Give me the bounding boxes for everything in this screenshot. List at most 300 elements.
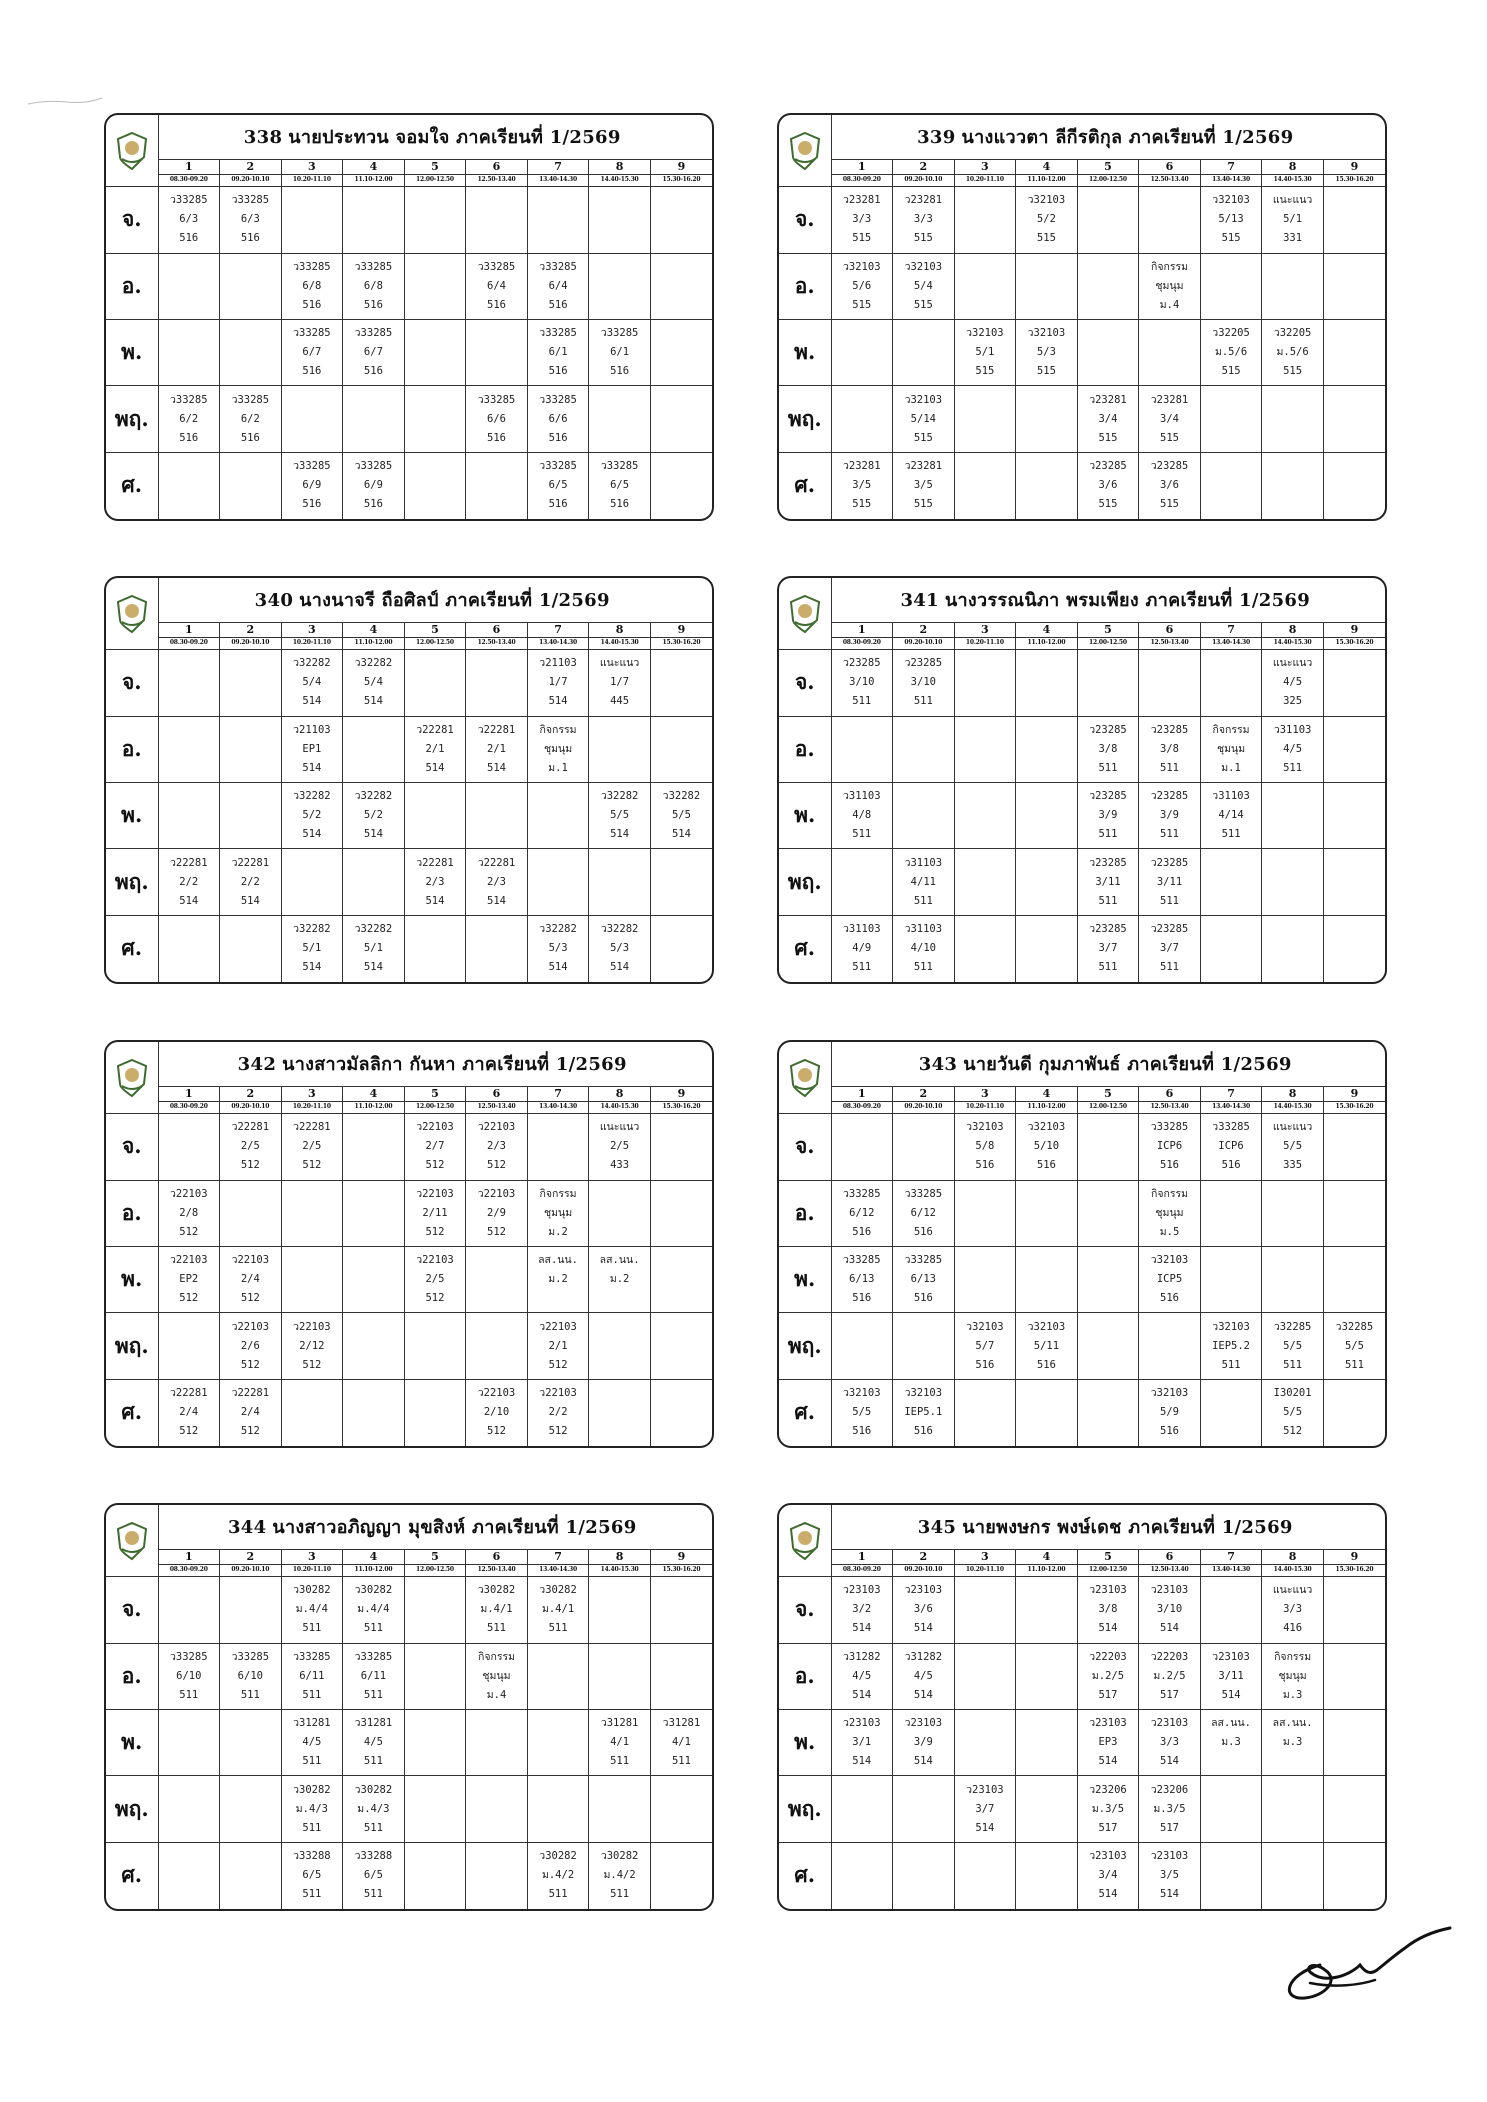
cell-line: 5/5 bbox=[1283, 1140, 1303, 1153]
timetable-cell bbox=[893, 452, 955, 519]
timetable-cell bbox=[1323, 1180, 1385, 1246]
cell-line: 2/5 bbox=[240, 1140, 260, 1153]
timetable-cell bbox=[589, 1577, 651, 1643]
cell-line: 6/11 bbox=[360, 1669, 387, 1682]
period-time: 13.40-14.30 bbox=[527, 1564, 589, 1576]
room-number: 339 bbox=[917, 127, 956, 149]
timetable-cell bbox=[220, 319, 282, 385]
cell-line: ว31103 bbox=[1212, 790, 1250, 803]
card-title bbox=[158, 578, 712, 622]
timetable-cell bbox=[404, 915, 466, 982]
cell-line: ชุมนุม bbox=[543, 1206, 573, 1219]
cell-line: ว30282 bbox=[354, 1783, 393, 1796]
cell-line: 511 bbox=[1344, 1358, 1364, 1371]
cell-line: 515 bbox=[913, 498, 933, 511]
cell-line: 6/12 bbox=[910, 1206, 936, 1219]
cell-line: 2/8 bbox=[179, 1206, 199, 1219]
cell-line: 516 bbox=[1160, 1159, 1179, 1172]
cell-line: ว23103 bbox=[843, 1717, 881, 1730]
cell-line: 515 bbox=[1036, 232, 1056, 245]
timetable-cell bbox=[158, 253, 220, 319]
cell-line: 515 bbox=[913, 298, 933, 311]
cell-line: 5/14 bbox=[910, 412, 936, 425]
cell-line: ว31282 bbox=[904, 1650, 943, 1663]
cell-line: ลส.นน. bbox=[538, 1254, 578, 1267]
timetable-cell bbox=[589, 1379, 651, 1446]
cell-line: 516 bbox=[852, 1425, 872, 1438]
timetable-cell bbox=[466, 1313, 528, 1379]
timetable-cell bbox=[404, 650, 466, 716]
timetable-cell bbox=[831, 1313, 893, 1379]
cell-line: ว22103 bbox=[477, 1187, 516, 1200]
cell-line: ว23285 bbox=[1089, 460, 1127, 473]
period-time: 13.40-14.30 bbox=[527, 637, 589, 649]
day-label: ศ. bbox=[106, 1379, 158, 1446]
timetable-cell bbox=[343, 849, 405, 915]
period-number: 2 bbox=[220, 1549, 282, 1564]
cell-line: 511 bbox=[363, 1888, 383, 1901]
scribble-mark bbox=[26, 92, 106, 112]
timetable-cell bbox=[650, 253, 712, 319]
cell-line: ว23281 bbox=[843, 460, 881, 473]
cell-line: 512 bbox=[548, 1425, 568, 1438]
timetable-cell bbox=[1262, 1709, 1324, 1775]
period-number: 3 bbox=[954, 159, 1016, 174]
card-title bbox=[158, 1505, 712, 1549]
cell-line: ม.2 bbox=[548, 1273, 568, 1286]
cell-line: ว22281 bbox=[231, 856, 270, 869]
timetable-cell bbox=[281, 1709, 343, 1775]
timetable-cell bbox=[1323, 452, 1385, 519]
period-number: 9 bbox=[650, 159, 712, 174]
cell-line: ว32282 bbox=[662, 790, 701, 803]
cell-line: 512 bbox=[425, 1225, 445, 1238]
cell-line: ว23103 bbox=[904, 1717, 943, 1730]
timetable-cell bbox=[893, 187, 955, 253]
timetable-cell bbox=[893, 650, 955, 716]
cell-line: ว32103 bbox=[904, 260, 943, 273]
cell-line: 514 bbox=[852, 1755, 872, 1768]
timetable-cell bbox=[281, 782, 343, 848]
cell-line: 2/11 bbox=[422, 1206, 448, 1219]
cell-line: ว33285 bbox=[539, 260, 577, 273]
timetable-cell bbox=[1323, 1114, 1385, 1180]
cell-line: 512 bbox=[425, 1159, 445, 1172]
timetable-cell bbox=[220, 1246, 282, 1312]
cell-line: 511 bbox=[852, 961, 872, 974]
timetable-cell bbox=[954, 1379, 1016, 1446]
cell-line: 3/11 bbox=[1095, 875, 1121, 888]
cell-line: 514 bbox=[240, 894, 260, 907]
timetable-cell bbox=[527, 716, 589, 782]
period-time: 08.30-09.20 bbox=[158, 1564, 220, 1576]
cell-line: ว33285 bbox=[539, 393, 577, 406]
cell-line: 512 bbox=[487, 1425, 506, 1438]
period-time: 15.30-16.20 bbox=[1323, 174, 1385, 186]
cell-line: 6/7 bbox=[363, 346, 383, 359]
teacher-title: นายพงษกร พงษ์เดช ภาคเรียนที่ 1/2569 bbox=[962, 1517, 1293, 1539]
cell-line: 6/11 bbox=[299, 1669, 325, 1682]
timetable-cell bbox=[893, 1114, 955, 1180]
timetable-cell bbox=[281, 1379, 343, 1446]
cell-line: 5/3 bbox=[610, 942, 630, 955]
room-number: 341 bbox=[900, 590, 939, 612]
timetable-cell bbox=[466, 1114, 528, 1180]
cell-line: 6/5 bbox=[610, 479, 630, 492]
timetable-cell bbox=[220, 716, 282, 782]
cell-line: ม.4/1 bbox=[541, 1603, 575, 1616]
cell-line: ชุมนุม bbox=[1155, 279, 1184, 292]
school-logo-icon bbox=[779, 1505, 831, 1577]
timetable-cell bbox=[1200, 187, 1262, 253]
cell-line: 511 bbox=[610, 1755, 630, 1768]
cell-line: 514 bbox=[302, 828, 322, 841]
cell-line: ว32205 bbox=[1273, 327, 1312, 340]
cell-line: 3/6 bbox=[1160, 479, 1179, 492]
timetable-cell bbox=[1323, 716, 1385, 782]
cell-line: 2/7 bbox=[425, 1140, 445, 1153]
timetable-cell bbox=[404, 253, 466, 319]
cell-line: ม.3/5 bbox=[1153, 1802, 1186, 1815]
period-number: 1 bbox=[831, 159, 893, 174]
cell-line: 514 bbox=[1160, 1622, 1179, 1635]
cell-line: ว32103 bbox=[966, 327, 1004, 340]
timetable-cell bbox=[1200, 1709, 1262, 1775]
cell-line: 511 bbox=[302, 1688, 322, 1701]
cell-line: 2/2 bbox=[179, 875, 199, 888]
cell-line: 5/13 bbox=[1218, 213, 1244, 226]
timetable-cell bbox=[1323, 253, 1385, 319]
period-number: 8 bbox=[589, 1086, 651, 1101]
timetable-cell bbox=[343, 187, 405, 253]
cell-line: 511 bbox=[1160, 761, 1179, 774]
period-number: 4 bbox=[1016, 622, 1078, 637]
cell-line: 6/8 bbox=[302, 279, 322, 292]
cell-line: 2/2 bbox=[548, 1406, 568, 1419]
timetable-cell bbox=[1077, 1180, 1139, 1246]
cell-line: ว22281 bbox=[231, 1387, 270, 1400]
cell-line: ม.5/6 bbox=[1214, 346, 1248, 359]
cell-line: 516 bbox=[302, 365, 322, 378]
timetable-cell bbox=[1323, 1577, 1385, 1643]
card-title bbox=[158, 115, 712, 159]
timetable-cell bbox=[281, 1246, 343, 1312]
timetable-cell bbox=[1077, 782, 1139, 848]
cell-line: ว22281 bbox=[477, 723, 516, 736]
cell-line: 3/9 bbox=[1098, 809, 1118, 822]
cell-line: ว32103 bbox=[843, 1387, 881, 1400]
cell-line: ว32282 bbox=[600, 790, 639, 803]
timetable-cell bbox=[1323, 782, 1385, 848]
period-time: 15.30-16.20 bbox=[650, 637, 712, 649]
cell-line: 6/5 bbox=[363, 1869, 383, 1882]
cell-line: 514 bbox=[363, 695, 383, 708]
cell-line: ว32103 bbox=[1027, 194, 1066, 207]
cell-line: 512 bbox=[179, 1425, 199, 1438]
teacher-title: นางแววตา ลีกีรติกุล ภาคเรียนที่ 1/2569 bbox=[961, 127, 1294, 149]
timetable-cell bbox=[158, 1379, 220, 1446]
period-time: 12.00-12.50 bbox=[1077, 637, 1139, 649]
day-label: ศ. bbox=[106, 1842, 158, 1909]
timetable-cell bbox=[1200, 915, 1262, 982]
cell-line: 2/1 bbox=[487, 742, 506, 755]
timetable-cell bbox=[220, 782, 282, 848]
timetable-cell bbox=[954, 849, 1016, 915]
cell-line: ว33285 bbox=[293, 327, 331, 340]
timetable-cell bbox=[831, 782, 893, 848]
timetable-cell bbox=[158, 849, 220, 915]
timetable-cell bbox=[1139, 187, 1201, 253]
period-time: 08.30-09.20 bbox=[158, 1101, 220, 1113]
cell-line: 3/8 bbox=[1098, 742, 1118, 755]
day-label: อ. bbox=[779, 716, 831, 782]
timetable-cell bbox=[404, 1114, 466, 1180]
timetable-cell bbox=[650, 650, 712, 716]
period-time: 12.50-13.40 bbox=[1139, 1101, 1201, 1113]
cell-line: 515 bbox=[1221, 365, 1241, 378]
timetable-cell bbox=[158, 187, 220, 253]
period-number: 2 bbox=[893, 1086, 955, 1101]
cell-line: 511 bbox=[1098, 961, 1118, 974]
cell-line bbox=[528, 1289, 589, 1308]
cell-line: 512 bbox=[302, 1159, 322, 1172]
timetable-cell bbox=[1139, 915, 1201, 982]
cell-line: 516 bbox=[487, 298, 506, 311]
timetable-cell bbox=[527, 253, 589, 319]
teacher-timetable-card bbox=[104, 576, 714, 984]
timetable-cell bbox=[343, 452, 405, 519]
timetable-cell bbox=[589, 1709, 651, 1775]
period-number: 6 bbox=[466, 1086, 528, 1101]
period-number: 3 bbox=[281, 1549, 343, 1564]
period-number: 9 bbox=[650, 1086, 712, 1101]
cell-line: 3/3 bbox=[913, 213, 933, 226]
cell-line: 514 bbox=[548, 695, 568, 708]
timetable-cell bbox=[1016, 1313, 1078, 1379]
timetable-cell bbox=[281, 187, 343, 253]
timetable-cell bbox=[158, 1709, 220, 1775]
cell-line: ว23285 bbox=[843, 657, 881, 670]
period-number: 3 bbox=[281, 159, 343, 174]
timetable-cell bbox=[650, 1114, 712, 1180]
cell-line bbox=[1262, 1752, 1323, 1771]
cell-line: 3/1 bbox=[852, 1736, 872, 1749]
cell-line: 516 bbox=[1160, 1292, 1179, 1305]
cell-line: ว32103 bbox=[1212, 1320, 1250, 1333]
timetable-cell bbox=[527, 915, 589, 982]
timetable-cell bbox=[1139, 1379, 1201, 1446]
timetable-cell bbox=[831, 1842, 893, 1909]
timetable-cell bbox=[527, 1709, 589, 1775]
day-label: พฤ. bbox=[779, 849, 831, 915]
cell-line: 511 bbox=[302, 1622, 322, 1635]
period-number: 1 bbox=[158, 1086, 220, 1101]
timetable-cell bbox=[650, 386, 712, 452]
timetable-cell bbox=[589, 187, 651, 253]
cell-line: 516 bbox=[1160, 1425, 1179, 1438]
timetable-cell bbox=[893, 1246, 955, 1312]
cell-line: ว32103 bbox=[904, 1387, 943, 1400]
cell-line: ว32103 bbox=[1027, 327, 1066, 340]
cell-line: ว33285 bbox=[904, 1187, 943, 1200]
period-time: 10.20-11.10 bbox=[954, 174, 1016, 186]
cell-line: ว32282 bbox=[293, 923, 331, 936]
day-label: ศ. bbox=[779, 915, 831, 982]
period-number: 7 bbox=[1200, 622, 1262, 637]
timetable-cell bbox=[1077, 1313, 1139, 1379]
timetable-cell bbox=[343, 1246, 405, 1312]
timetable-cell bbox=[343, 1114, 405, 1180]
cell-line: 514 bbox=[610, 828, 630, 841]
cell-line: 514 bbox=[425, 894, 445, 907]
day-label: จ. bbox=[106, 650, 158, 716]
cell-line: ว32103 bbox=[1212, 194, 1250, 207]
signature-image bbox=[1265, 1900, 1465, 2010]
card-title bbox=[831, 1042, 1385, 1086]
cell-line: ม.3/5 bbox=[1091, 1802, 1125, 1815]
day-label: พ. bbox=[779, 319, 831, 385]
day-label: ศ. bbox=[106, 452, 158, 519]
period-number: 9 bbox=[650, 1549, 712, 1564]
cell-line: 3/7 bbox=[1160, 942, 1179, 955]
period-number: 4 bbox=[343, 1549, 405, 1564]
timetable-cell bbox=[1139, 1709, 1201, 1775]
timetable-cell bbox=[466, 187, 528, 253]
cell-line: ว23281 bbox=[1150, 393, 1189, 406]
cell-line: 515 bbox=[1098, 431, 1118, 444]
cell-line: ว22103 bbox=[231, 1320, 270, 1333]
cell-line: ว23285 bbox=[904, 657, 943, 670]
day-label: อ. bbox=[106, 716, 158, 782]
timetable-cell bbox=[158, 915, 220, 982]
period-time: 15.30-16.20 bbox=[650, 174, 712, 186]
cell-line: 514 bbox=[610, 961, 630, 974]
cell-line: ว33285 bbox=[477, 393, 516, 406]
cell-line: 512 bbox=[425, 1292, 445, 1305]
timetable-cell bbox=[466, 716, 528, 782]
cell-line: แนะแนว bbox=[1272, 1121, 1313, 1134]
cell-line: 514 bbox=[1160, 1755, 1179, 1768]
period-number: 6 bbox=[1139, 622, 1201, 637]
cell-line: ว30282 bbox=[293, 1783, 331, 1796]
cell-line: 6/3 bbox=[179, 213, 199, 226]
period-time: 12.50-13.40 bbox=[1139, 174, 1201, 186]
cell-line: ว33285 bbox=[170, 194, 208, 207]
timetable-cell bbox=[893, 1180, 955, 1246]
timetable-cell bbox=[158, 452, 220, 519]
cell-line: ICP6 bbox=[1218, 1140, 1244, 1153]
cell-line: 4/5 bbox=[852, 1669, 872, 1682]
timetable-cell bbox=[831, 187, 893, 253]
cell-line: 6/10 bbox=[176, 1669, 202, 1682]
timetable-cell bbox=[1323, 319, 1385, 385]
room-number: 340 bbox=[254, 590, 294, 612]
cell-line: กิจกรรม bbox=[539, 1187, 577, 1200]
timetable-cell bbox=[158, 1577, 220, 1643]
timetable-cell bbox=[1200, 1577, 1262, 1643]
room-number: 338 bbox=[243, 127, 283, 149]
cell-line: ว23285 bbox=[1089, 923, 1127, 936]
cell-line: 512 bbox=[1283, 1425, 1303, 1438]
timetable-cell bbox=[1139, 253, 1201, 319]
day-label: พ. bbox=[779, 1246, 831, 1312]
cell-line: 3/4 bbox=[1160, 412, 1179, 425]
cell-line: 511 bbox=[302, 1755, 322, 1768]
timetable-cell bbox=[466, 253, 528, 319]
timetable-cell bbox=[220, 1313, 282, 1379]
cell-line: 6/5 bbox=[302, 1869, 322, 1882]
cell-line: ว23103 bbox=[1089, 1850, 1127, 1863]
period-number: 7 bbox=[1200, 1086, 1262, 1101]
timetable-cell bbox=[1016, 452, 1078, 519]
cell-line: ว32282 bbox=[293, 657, 331, 670]
period-number: 5 bbox=[1077, 1086, 1139, 1101]
day-label: จ. bbox=[779, 1114, 831, 1180]
timetable-cell bbox=[1139, 849, 1201, 915]
timetable-cell bbox=[893, 1776, 955, 1842]
cell-line: ม.4/4 bbox=[295, 1603, 328, 1616]
period-time: 10.20-11.10 bbox=[954, 1101, 1016, 1113]
cell-line: 5/5 bbox=[610, 809, 630, 822]
cell-line: 516 bbox=[240, 431, 260, 444]
day-label: พ. bbox=[106, 782, 158, 848]
timetable-cell bbox=[1262, 1114, 1324, 1180]
day-label: จ. bbox=[106, 187, 158, 253]
cell-line: 511 bbox=[302, 1888, 322, 1901]
cell-line: 3/3 bbox=[1283, 1603, 1303, 1616]
timetable-cell bbox=[1200, 253, 1262, 319]
timetable-cell bbox=[466, 782, 528, 848]
period-time: 15.30-16.20 bbox=[1323, 1101, 1385, 1113]
cell-line: 511 bbox=[1283, 1358, 1303, 1371]
timetable-cell bbox=[893, 849, 955, 915]
cell-line: 5/3 bbox=[1036, 346, 1056, 359]
timetable-cell bbox=[1077, 187, 1139, 253]
timetable-cell bbox=[893, 1842, 955, 1909]
day-label: จ. bbox=[106, 1577, 158, 1643]
timetable-cell bbox=[527, 1577, 589, 1643]
timetable-cell bbox=[527, 452, 589, 519]
cell-line: 331 bbox=[1283, 232, 1303, 245]
cell-line: 2/4 bbox=[240, 1406, 260, 1419]
cell-line: 511 bbox=[671, 1755, 691, 1768]
period-time: 12.50-13.40 bbox=[1139, 637, 1201, 649]
cell-line: 4/1 bbox=[671, 1736, 691, 1749]
day-label: พ. bbox=[779, 782, 831, 848]
timetable-cell bbox=[1077, 1643, 1139, 1709]
cell-line: ว32103 bbox=[1150, 1387, 1189, 1400]
period-number: 1 bbox=[831, 1549, 893, 1564]
timetable-cell bbox=[220, 386, 282, 452]
timetable-cell bbox=[1200, 782, 1262, 848]
cell-line: 515 bbox=[913, 232, 933, 245]
timetable-cell bbox=[954, 1313, 1016, 1379]
cell-line: ว30282 bbox=[293, 1584, 331, 1597]
timetable-cell bbox=[1016, 1114, 1078, 1180]
cell-line: 5/5 bbox=[1283, 1339, 1303, 1352]
school-logo-icon bbox=[779, 1042, 831, 1114]
cell-line: 514 bbox=[487, 761, 506, 774]
cell-line: ว23103 bbox=[1150, 1717, 1189, 1730]
cell-line: 5/2 bbox=[1036, 213, 1056, 226]
day-label: อ. bbox=[106, 1643, 158, 1709]
cell-line: ว23285 bbox=[1089, 790, 1127, 803]
cell-line: ว23103 bbox=[1150, 1584, 1189, 1597]
timetable-cell bbox=[650, 1180, 712, 1246]
timetable-cell bbox=[527, 1643, 589, 1709]
cell-line: 514 bbox=[1098, 1755, 1118, 1768]
timetable-cell bbox=[1016, 1842, 1078, 1909]
